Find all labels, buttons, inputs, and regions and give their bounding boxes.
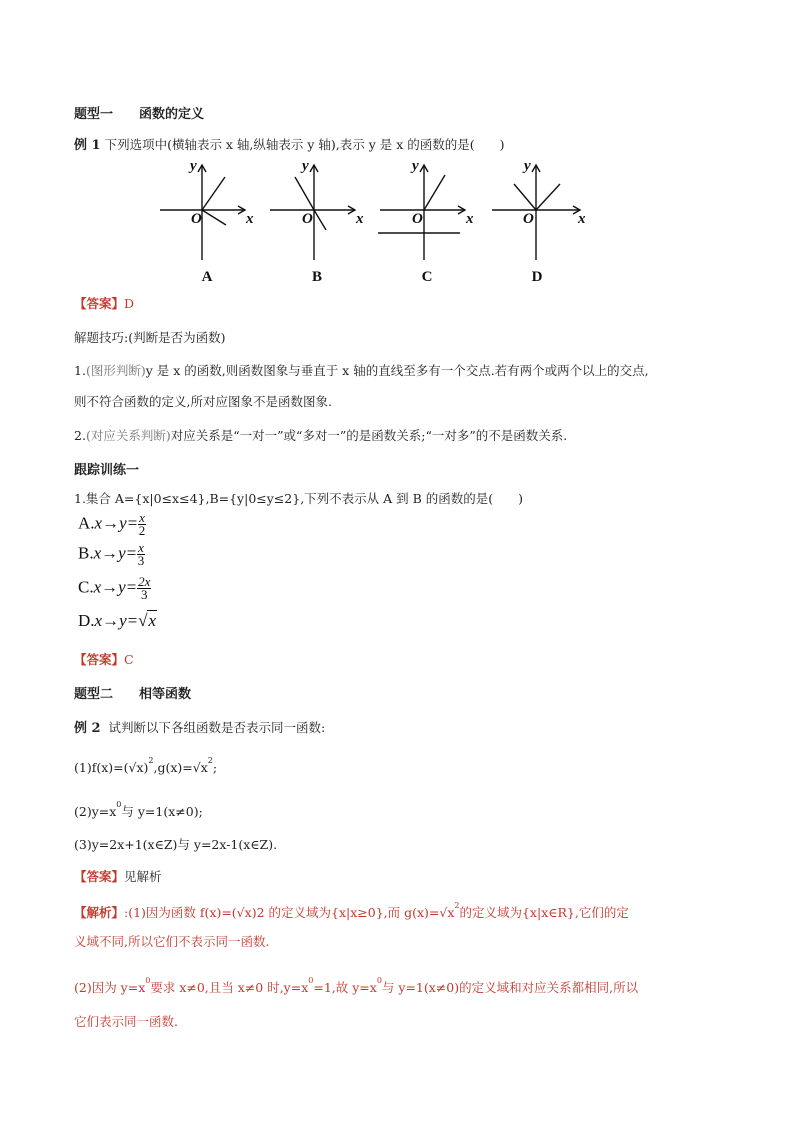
tip-1 bbox=[74, 361, 649, 379]
option-d-radicand: x bbox=[148, 611, 156, 630]
graph-a-x-label: x bbox=[246, 211, 254, 227]
analysis-1-exp: 2 bbox=[454, 901, 460, 910]
item-2 bbox=[74, 802, 203, 820]
analysis-2-exp2: 0 bbox=[308, 976, 314, 985]
answer-2 bbox=[74, 867, 162, 885]
example-2-label: 例 2 bbox=[74, 721, 101, 736]
sqrt-symbol: √ bbox=[138, 611, 148, 630]
analysis-2-c: =1,故 y=x bbox=[313, 980, 377, 995]
analysis-2-exp3: 0 bbox=[376, 976, 382, 985]
item-1 bbox=[74, 756, 218, 775]
graph-d-origin: O bbox=[523, 211, 534, 227]
analysis-2-a: (2)因为 y=x bbox=[74, 980, 146, 995]
option-a bbox=[78, 512, 146, 537]
analysis-1-b: 的定义域为{x|x∈R},它们的定 bbox=[459, 905, 629, 920]
option-a-prefix: A. bbox=[78, 513, 95, 533]
item-3: (3)y=2x+1(x∈Z)与 y=2x-1(x∈Z). bbox=[74, 837, 278, 852]
graph-a-origin: O bbox=[191, 211, 202, 227]
answer-value: D bbox=[124, 296, 135, 311]
graph-a-y-label: y bbox=[190, 158, 197, 174]
example-2 bbox=[74, 717, 325, 736]
example-1-label: 例 1 bbox=[74, 138, 101, 153]
graph-d-y-label: y bbox=[524, 158, 531, 174]
item-2-b: 与 y=1(x≠0); bbox=[121, 804, 203, 819]
item-1-c: ; bbox=[212, 760, 218, 775]
practice-answer-value: C bbox=[124, 652, 134, 667]
graph-b-origin: O bbox=[302, 211, 313, 227]
analysis-2-b: 要求 x≠0,且当 x≠0 时,y=x bbox=[150, 980, 309, 995]
option-c-den: 3 bbox=[141, 587, 148, 602]
analysis-1-continuation: 义域不同,所以它们不表示同一函数. bbox=[74, 934, 270, 949]
analysis-1 bbox=[74, 903, 629, 921]
graph-c-label: C bbox=[421, 269, 433, 285]
practice-answer-tag: 【答案】 bbox=[74, 652, 125, 667]
graph-a-label: A bbox=[201, 269, 213, 285]
tip-1-num: 1. bbox=[74, 363, 86, 378]
graph-c-y-label: y bbox=[412, 158, 419, 174]
tip-1-text: y 是 x 的函数,则函数图象与垂直于 x 轴的直线至多有一个交点.若有两个或两个以上的交点, bbox=[145, 363, 649, 378]
analysis-2-d: 与 y=1(x≠0)的定义域和对应关系都相同,所以 bbox=[381, 980, 639, 995]
item-1-a: (1)f(x)=(√x) bbox=[74, 760, 149, 775]
function-graphs bbox=[150, 155, 600, 285]
item-2-a: (2)y=x bbox=[74, 804, 117, 819]
practice-question: 1.集合 A={x|0≤x≤4},B={y|0≤y≤2},下列不表示从 A 到 B 的函数的是( ) bbox=[74, 491, 524, 506]
graph-d bbox=[492, 165, 580, 260]
tip-2 bbox=[74, 426, 567, 444]
section-title-1: 题型一 函数的定义 bbox=[74, 107, 205, 122]
example-1-question bbox=[74, 134, 505, 153]
example-2-text: 试判断以下各组函数是否表示同一函数: bbox=[108, 720, 326, 735]
option-c bbox=[78, 576, 151, 601]
graph-c-x-label: x bbox=[466, 211, 474, 227]
graph-d-label: D bbox=[531, 269, 543, 285]
analysis-2 bbox=[74, 978, 638, 996]
option-b bbox=[78, 542, 145, 567]
option-a-num: x bbox=[139, 510, 145, 525]
graph-b-label: B bbox=[311, 269, 323, 285]
analysis-tag: 【解析】 bbox=[74, 905, 125, 920]
option-a-mid: x→y= bbox=[94, 513, 139, 533]
option-a-den: 2 bbox=[138, 523, 146, 538]
analysis-2-exp: 0 bbox=[145, 976, 151, 985]
section-title-2: 题型二 相等函数 bbox=[74, 687, 192, 702]
item-1-b: ,g(x)=√x bbox=[153, 760, 208, 775]
tips-title: 解题技巧:(判断是否为函数) bbox=[74, 330, 226, 345]
option-b-den: 3 bbox=[137, 553, 145, 568]
option-c-mid: x→y= bbox=[93, 577, 138, 597]
option-b-num: x bbox=[138, 540, 144, 555]
tip-1-continuation: 则不符合函数的定义,所对应图象不是函数图象. bbox=[74, 394, 332, 409]
graph-c-origin: O bbox=[412, 211, 423, 227]
answer-tag: 【答案】 bbox=[74, 296, 125, 311]
answer-1 bbox=[74, 294, 134, 312]
answer-2-value: 见解析 bbox=[124, 869, 162, 884]
analysis-1-a: :(1)因为函数 f(x)=(√x)2 的定义域为{x|x≥0},而 g(x)=√x bbox=[124, 905, 455, 920]
graph-b-y-label: y bbox=[302, 158, 309, 174]
item-1-exp: 2 bbox=[148, 756, 154, 765]
item-2-exp: 0 bbox=[116, 800, 122, 809]
example-1-text: 下列选项中(横轴表示 x 轴,纵轴表示 y 轴),表示 y 是 x 的函数的是( ) bbox=[104, 137, 505, 152]
graph-a bbox=[160, 165, 245, 260]
practice-title: 跟踪训练一 bbox=[74, 463, 140, 478]
option-d-prefix: D. bbox=[78, 611, 95, 630]
option-d-mid: x→y= bbox=[94, 611, 139, 630]
analysis-2-continuation: 它们表示同一函数. bbox=[74, 1014, 178, 1029]
graph-b-x-label: x bbox=[356, 211, 364, 227]
option-b-prefix: B. bbox=[78, 543, 94, 563]
option-b-mid: x→y= bbox=[93, 543, 138, 563]
tip-2-tag: (对应关系判断) bbox=[85, 428, 171, 443]
option-c-num: 2x bbox=[138, 574, 151, 589]
answer-2-tag: 【答案】 bbox=[74, 869, 125, 884]
option-c-prefix: C. bbox=[78, 577, 94, 597]
tip-2-text: 对应关系是“一对一”或“多对一”的是函数关系;“一对多”的不是函数关系. bbox=[170, 428, 568, 443]
tip-1-tag: (图形判断) bbox=[85, 363, 146, 378]
option-d bbox=[78, 611, 157, 631]
practice-answer bbox=[74, 650, 134, 668]
graph-d-x-label: x bbox=[578, 211, 586, 227]
item-1-exp2: 2 bbox=[207, 756, 213, 765]
tip-2-num: 2. bbox=[74, 428, 86, 443]
